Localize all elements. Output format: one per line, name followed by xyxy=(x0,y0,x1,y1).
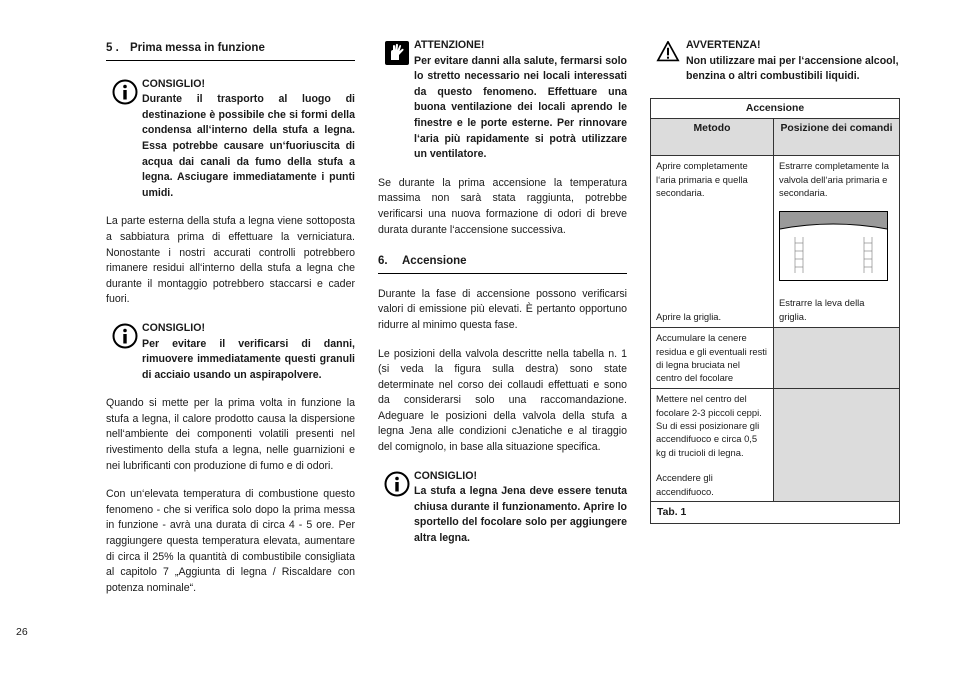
caution-label: AVVERTENZA! xyxy=(686,39,761,51)
table-cell-position xyxy=(774,156,900,328)
table-title: Accensione xyxy=(651,98,900,118)
ignition-table xyxy=(650,98,900,525)
column-3 xyxy=(650,38,900,524)
section-number: 6. xyxy=(378,255,388,268)
section-heading-5 xyxy=(106,41,355,61)
table-cell-method: Accumulare la cenere residua e gli eventuali resti di legna bruciata nel centro del focolare xyxy=(651,328,774,389)
warning-triangle-icon xyxy=(656,41,680,63)
table-caption: Tab. 1 xyxy=(651,502,900,524)
caution-note xyxy=(650,38,900,85)
column-2 xyxy=(378,38,627,547)
cell-text: Aprire completamente l‘aria primaria e quella secondaria. xyxy=(656,160,748,198)
cell-text: Estrarre completamente la valvola dell‘aria primaria e secondaria. xyxy=(779,160,889,198)
info-icon xyxy=(384,471,410,497)
paragraph: Con un‘elevata temperatura di combustione questo fenomeno - che si verifica solo dopo la prima messa in funzione - avrà una durata di circa 4 - 5 ore. Per raggiungere questa temperatura elevata, aumentare di circa il 25% la quantità di combustibile consigliata al capitolo 7 „Aggiunta di legna / Riscaldare con potenza nominale“. xyxy=(106,488,355,594)
cell-text: Accendere gli accendifuoco. xyxy=(656,472,714,497)
tip-label: CONSIGLIO! xyxy=(414,469,477,482)
tip-text: Durante il trasporto al luogo di destinazione è possibile che si formi della condensa all‘interno della stufa a legna. Essa potrebbe causare un‘fuoriuscita di acqua dai canali da fumo della stufa a legna. Asciugare immediatamente i punti umidi. xyxy=(142,93,355,199)
tip-text: Per evitare il verificarsi di danni, rimuovere immediatamente questi granuli di acciaio usando un aspirapolvere. xyxy=(142,337,355,381)
table-cell-position xyxy=(774,389,900,502)
cell-text: Mettere nel centro del focolare 2-3 piccoli ceppi. Su di essi posizionare gli accendifuoco e circa 0,5 kg di trucioli di legna. xyxy=(656,393,762,458)
attention-label: ATTENZIONE! xyxy=(414,39,485,51)
column-header-position: Posizione dei comandi xyxy=(774,119,900,156)
info-icon xyxy=(112,323,138,349)
tip-text: La stufa a legna Jena deve essere tenuta chiusa durante il funzionamento. Aprire lo sportello del focolare solo per aggiungere altra legna. xyxy=(414,485,627,545)
table-cell-position xyxy=(774,328,900,389)
cell-text: Aprire la griglia. xyxy=(656,310,722,322)
tip-label: CONSIGLIO! xyxy=(142,321,205,334)
page-number: 26 xyxy=(16,626,28,638)
table-row xyxy=(651,156,900,328)
column-header-method: Metodo xyxy=(651,119,774,156)
caution-text: Non utilizzare mai per l‘accensione alcool, benzina o altri combustibili liquidi. xyxy=(686,54,899,83)
paragraph: La parte esterna della stufa a legna viene sottoposta a sabbiatura prima di effettuare la verniciatura. Nonostante i nostri accurati controlli potrebbero rimanere residui all‘interno della stufa a legna che durante il montaggio potrebbero staccarsi e cader fuori. xyxy=(106,215,355,306)
paragraph: Quando si mette per la prima volta in funzione la stufa a legna, il calore prodotto causa la dispersione nell‘ambiente dei componenti volatili presenti nel rivestimento della stufa a legna, nelle guarnizioni e nei lubrificanti con produzione di fumo e di odori. xyxy=(106,397,355,472)
table-row xyxy=(651,389,900,502)
cell-text: Estrarre la leva della griglia. xyxy=(779,297,865,322)
attention-note xyxy=(378,38,627,163)
section-title: Prima messa in funzione xyxy=(130,42,265,54)
column-1 xyxy=(106,38,355,596)
hand-warning-icon xyxy=(384,40,410,66)
info-icon xyxy=(112,79,138,105)
tip-label: CONSIGLIO! xyxy=(142,77,205,90)
table-cell-method xyxy=(651,389,774,502)
section-title: Accensione xyxy=(402,255,467,268)
paragraph: Le posizioni della valvola descritte nella tabella n. 1 (si veda la figura sulla destra) sono state determinate nel corso dei collaudi effettuati e sono da considerarsi solo una raccomandazione. Adeguare le posizioni della valvola della stufa a legna Jena alle condizioni cJenatiche e al tiraggio del comignolo, in base alla situazione specifica. xyxy=(378,347,627,454)
paragraph: Durante la fase di accensione possono verificarsi valori di emissione più elevati. È pertanto opportuno ridurre al minimo questa fase. xyxy=(378,287,627,331)
section-number: 5 . xyxy=(106,42,119,54)
tip-note-closed xyxy=(378,469,627,547)
tip-note-granules xyxy=(106,321,355,383)
attention-text: Per evitare danni alla salute, fermarsi solo lo stretto necessario nei locali interessati da questo fenomeno. Effettuare una buona ventilazione dei locali aprendo le finestre e le porte esterne. Per rinnovare l‘aria più rapidamente si potrà utilizzare un ventilatore. xyxy=(414,54,627,161)
tip-note-condensation xyxy=(106,77,355,202)
section-heading-6 xyxy=(378,254,627,274)
table-row xyxy=(651,328,900,389)
table-cell-method xyxy=(651,156,774,328)
paragraph: Se durante la prima accensione la temperatura massima non sarà stata raggiunta, potrebbe verificarsi una nuova formazione di odori di breve durata durante l‘accensione successiva. xyxy=(378,176,627,236)
stove-controls-illustration xyxy=(779,211,888,281)
